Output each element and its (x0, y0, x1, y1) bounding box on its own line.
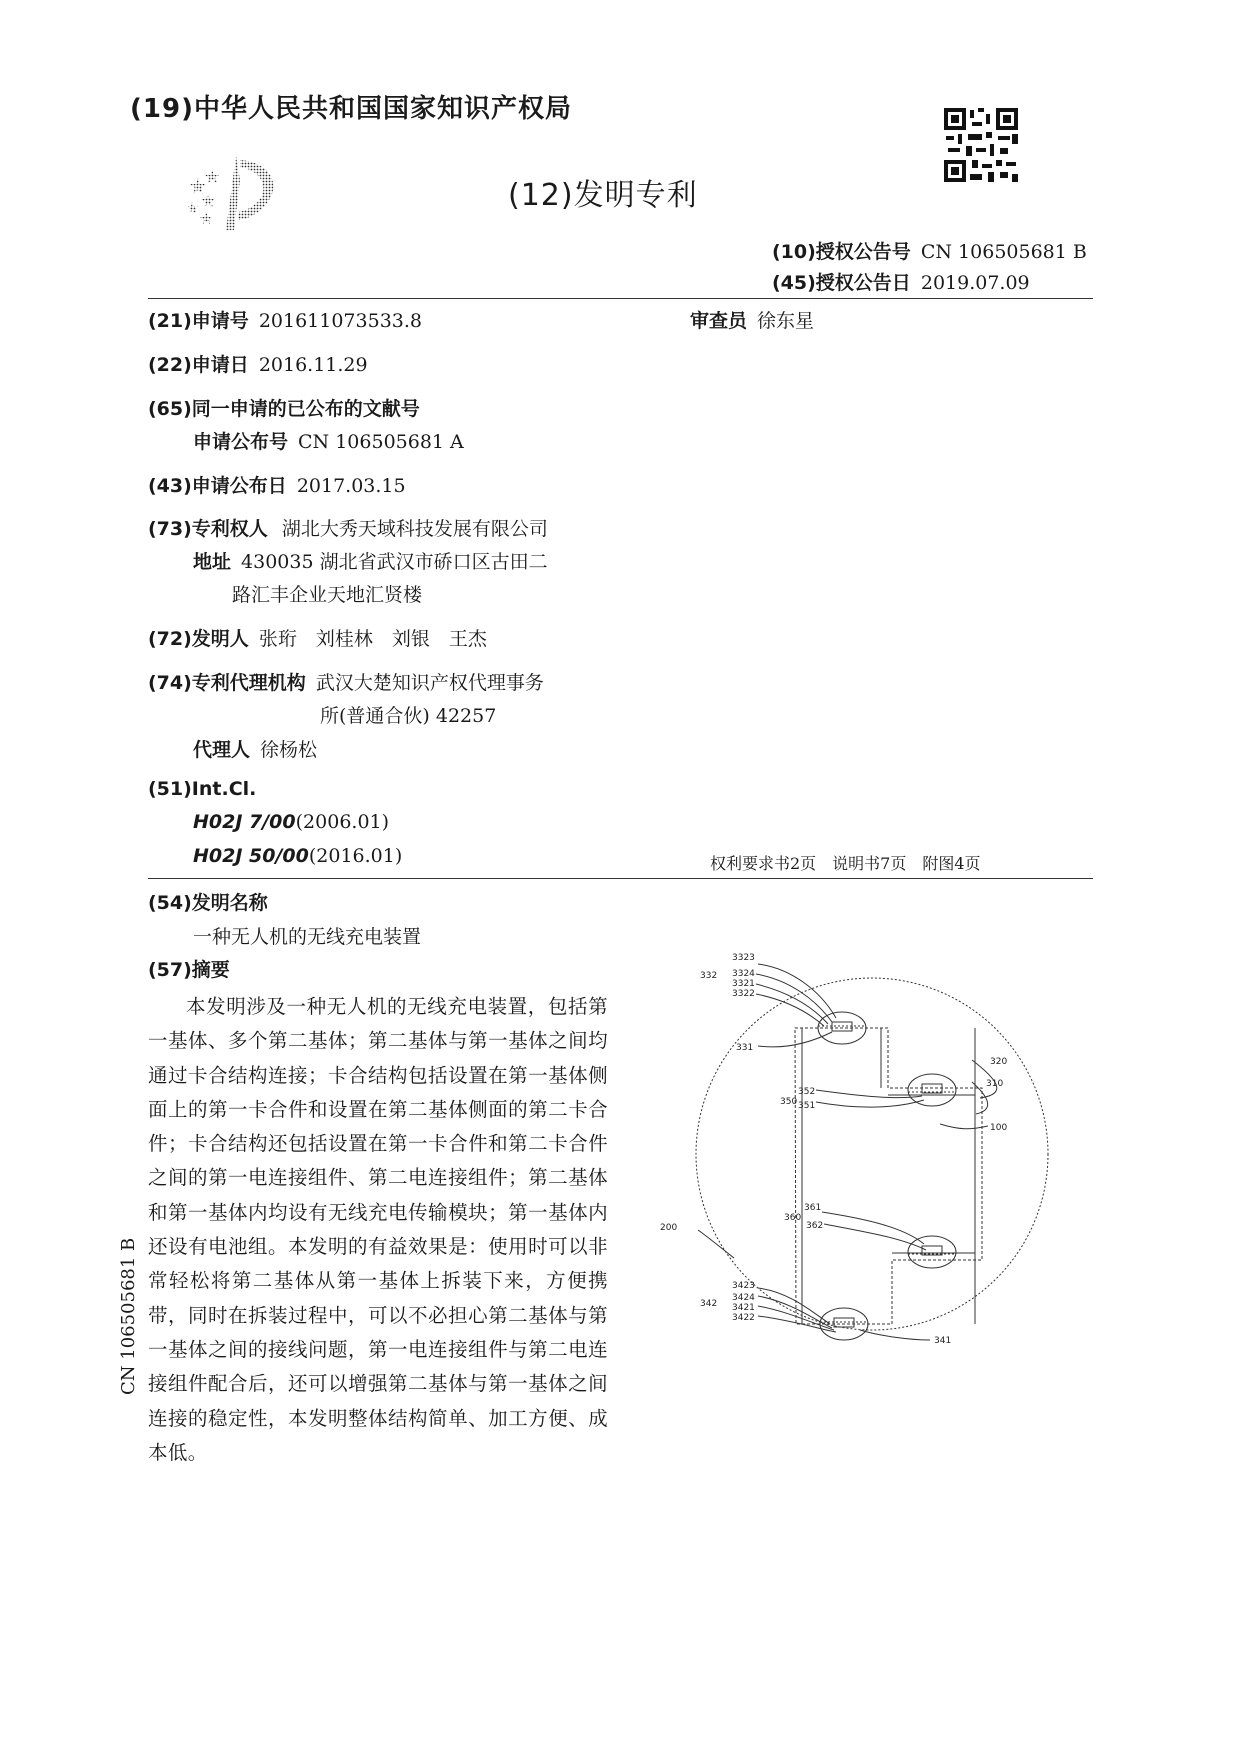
ipc-classification-1 (193, 811, 389, 833)
agent-label: 代理人 (193, 739, 251, 761)
application-publication-date-value: 2017.03.15 (296, 475, 406, 497)
figure-label: 3321 (732, 979, 755, 989)
examiner-value: 徐东星 (757, 310, 815, 332)
application-publication-date-label: (43)申请公布日 (148, 475, 287, 497)
header-rule (148, 298, 1093, 299)
int-cl-heading (148, 778, 256, 800)
grant-publication-date-value: 2019.07.09 (920, 272, 1030, 294)
application-number (148, 306, 422, 333)
patent-agency (148, 668, 544, 695)
int-cl-label: (51)Int.Cl. (148, 778, 257, 800)
application-number-label: (21)申请号 (148, 310, 249, 332)
figure-label: 360 (784, 1213, 802, 1223)
biblio-rule (148, 878, 1093, 879)
grant-publication-number (772, 237, 1087, 264)
figure-label: 362 (806, 1221, 824, 1231)
invention-title: 一种无人机的无线充电装置 (193, 926, 422, 948)
abstract-label: (57)摘要 (148, 959, 230, 981)
application-publication-number-value: CN 106505681 A (298, 431, 464, 453)
ipc-version-1: (2006.01) (295, 811, 390, 833)
examiner-label: 审查员 (690, 310, 748, 332)
grant-publication-number-label: (10)授权公告号 (772, 241, 911, 263)
figure-label: 3323 (732, 953, 755, 963)
figure-label: 200 (660, 1223, 678, 1233)
cnipa-logo (178, 150, 288, 235)
figure-label: 3322 (732, 989, 755, 999)
document-type: (12)发明专利 (508, 178, 698, 213)
address-label: 地址 (193, 551, 232, 573)
figure-label: 3324 (732, 969, 755, 979)
patent-agency-line-1: 武汉大楚知识产权代理事务 (315, 672, 544, 694)
patentee-label: (73)专利权人 (148, 518, 268, 540)
application-date (148, 350, 368, 377)
same-application-heading (148, 394, 420, 421)
qr-code (944, 108, 1018, 182)
abstract-text (148, 990, 608, 1470)
figure-label: 3424 (732, 1293, 755, 1303)
figure-label: 310 (986, 1079, 1004, 1089)
figure-label: 361 (804, 1203, 822, 1213)
office-name: (19)中华人民共和国国家知识产权局 (130, 94, 572, 124)
application-publication-number-label: 申请公布号 (193, 431, 289, 453)
patentee (148, 514, 548, 541)
figure-label: 341 (934, 1336, 952, 1346)
application-number-value: 201611073533.8 (258, 310, 423, 332)
same-application-label: (65)同一申请的已公布的文献号 (148, 398, 420, 420)
grant-publication-number-value: CN 106505681 B (920, 241, 1087, 263)
grant-publication-date-label: (45)授权公告日 (772, 272, 911, 294)
figure-label: 351 (798, 1101, 816, 1111)
grant-publication-date (772, 268, 1030, 295)
application-publication-date (148, 471, 406, 498)
figure-label: 3423 (732, 1281, 755, 1291)
abstract-heading (148, 955, 230, 982)
address (193, 547, 548, 574)
figure-label: 352 (798, 1087, 816, 1097)
figure-label: 320 (990, 1057, 1008, 1067)
application-publication-number (193, 427, 464, 454)
figure-label: 350 (780, 1097, 798, 1107)
figure-label: 332 (700, 971, 718, 981)
figure-label: 342 (700, 1299, 718, 1309)
ipc-code-1: H02J 7/00 (193, 811, 296, 833)
invention-title-heading (148, 888, 268, 915)
page-counts: 权利要求书2页 说明书7页 附图4页 (710, 854, 981, 873)
address-line-1: 430035 湖北省武汉市硚口区古田二 (241, 551, 548, 573)
ipc-version-2: (2016.01) (308, 845, 403, 867)
agent (193, 735, 317, 762)
inventors-label: (72)发明人 (148, 628, 249, 650)
ipc-classification-2 (193, 845, 402, 867)
patent-agency-label: (74)专利代理机构 (148, 672, 306, 694)
inventors (148, 624, 487, 651)
invention-title-label: (54)发明名称 (148, 892, 268, 914)
figure-label: 3422 (732, 1313, 755, 1323)
ipc-code-2: H02J 50/00 (193, 845, 309, 867)
figure-label: 3421 (732, 1303, 755, 1313)
patentee-value: 湖北大秀天域科技发展有限公司 (281, 518, 548, 540)
agent-value: 徐杨松 (260, 739, 318, 761)
side-publication-number: CN 106505681 B (118, 1237, 139, 1395)
application-date-value: 2016.11.29 (258, 354, 368, 376)
abstract-figure (640, 940, 1080, 1360)
figure-label: 100 (990, 1123, 1008, 1133)
address-line-2: 路汇丰企业天地汇贤楼 (232, 584, 423, 606)
patent-agency-line-2: 所(普通合伙) 42257 (320, 705, 497, 727)
abstract-paragraph: 本发明涉及一种无人机的无线充电装置，包括第一基体、多个第二基体；第二基体与第一基体之间均通过卡合结构连接；卡合结构包括设置在第一基体侧面上的第一卡合件和设置在第二基体侧面的第二卡合件；卡合结构还包括设置在第一卡合件和第二卡合件之间的第一电连接组件、第二电连接组件；第二基体和第一基体内均设有无线充电传输模块；第一基体内还设有电池组。本发明的有益效果是：使用时可以非常轻松将第二基体从第一基体上拆装下来，方便携带，同时在拆装过程中，可以不必担心第二基体与第一基体之间的接线问题，第一电连接组件与第二电连接组件配合后，还可以增强第二基体与第一基体之间连接的稳定性，本发明整体结构简单、加工方便、成本低。 (148, 995, 608, 1464)
application-date-label: (22)申请日 (148, 354, 249, 376)
inventors-value: 张珩 刘桂林 刘银 王杰 (258, 628, 487, 650)
figure-label: 331 (736, 1043, 754, 1053)
examiner (690, 306, 814, 333)
